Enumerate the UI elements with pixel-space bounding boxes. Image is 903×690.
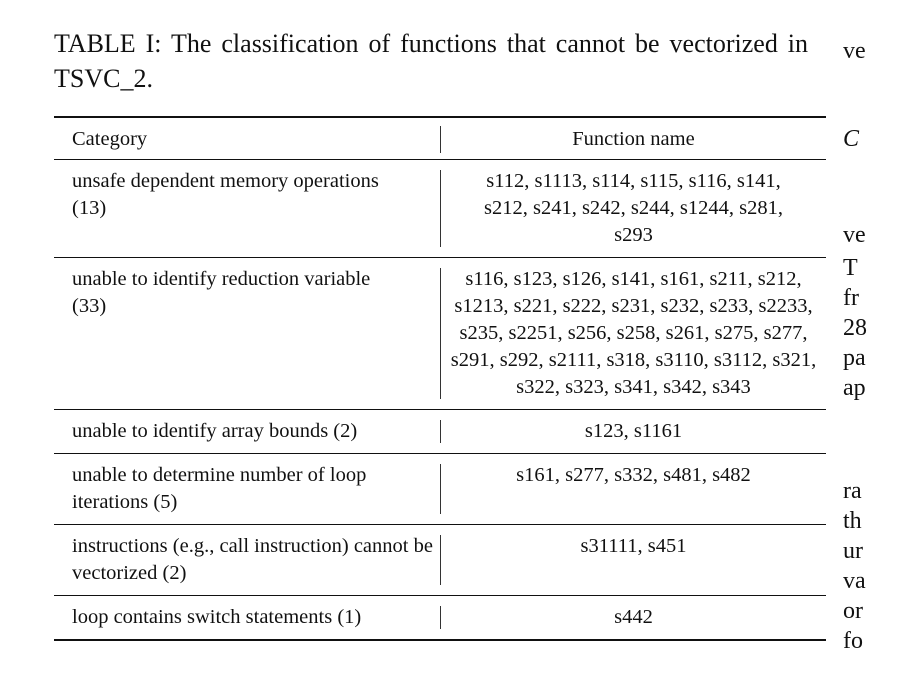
function-cell: s161, s277, s332, s481, s482 (516, 464, 751, 486)
table-row (54, 410, 826, 454)
category-cell: unable to identify array bounds (2) (72, 420, 358, 442)
function-cell: s116, s123, s126, s141, s161, s211, s212, s1213, s221, s222, s231, s232, s233, s2233, s235, s2251, s256, s258, s261, s275, s277, s291, s292, s2111, s318, s3110, s3112, s321, s322, s323, s341, s342, s343 (450, 268, 817, 398)
table-caption: TABLE I: The classification of functions that cannot be vectorized in TSVC_2. (54, 29, 808, 93)
category-cell: unsafe dependent memory operations (13) (72, 170, 379, 219)
function-cell: s442 (614, 606, 653, 628)
category-cell: loop contains switch statements (1) (72, 606, 362, 628)
column-fragment: or (843, 598, 863, 624)
column-fragment: ra (843, 478, 862, 504)
category-cell: unable to determine number of loop iterations (5) (72, 464, 367, 513)
table-row (54, 454, 826, 525)
column-fragment: ap (843, 375, 866, 401)
table-header-row (54, 118, 826, 160)
table-row (54, 258, 826, 410)
column-fragment: fr (843, 285, 859, 311)
column-fragment: C (843, 126, 860, 152)
category-cell: unable to identify reduction variable (33) (72, 268, 371, 317)
column-fragment: th (843, 508, 862, 534)
header-category: Category (72, 128, 148, 150)
function-cell: s123, s1161 (584, 420, 683, 442)
column-fragment: 28 (843, 315, 867, 341)
function-cell: s31111, s451 (580, 535, 687, 557)
classification-table (54, 116, 826, 641)
table-row (54, 160, 826, 258)
column-fragment: va (843, 568, 866, 594)
table-row (54, 596, 826, 639)
column-fragment: ve (843, 38, 866, 64)
function-cell: s112, s1113, s114, s115, s116, s141, s212, s241, s242, s244, s1244, s281, s293 (484, 170, 783, 246)
column-fragment: fo (843, 628, 863, 654)
adjacent-column-text (843, 0, 903, 690)
column-fragment: T (843, 255, 858, 281)
category-cell: instructions (e.g., call instruction) cannot be vectorized (2) (72, 535, 433, 584)
column-fragment: pa (843, 345, 866, 371)
table-row (54, 525, 826, 596)
header-function-name: Function name (572, 128, 695, 150)
column-fragment: ve (843, 222, 866, 248)
column-fragment: ur (843, 538, 863, 564)
